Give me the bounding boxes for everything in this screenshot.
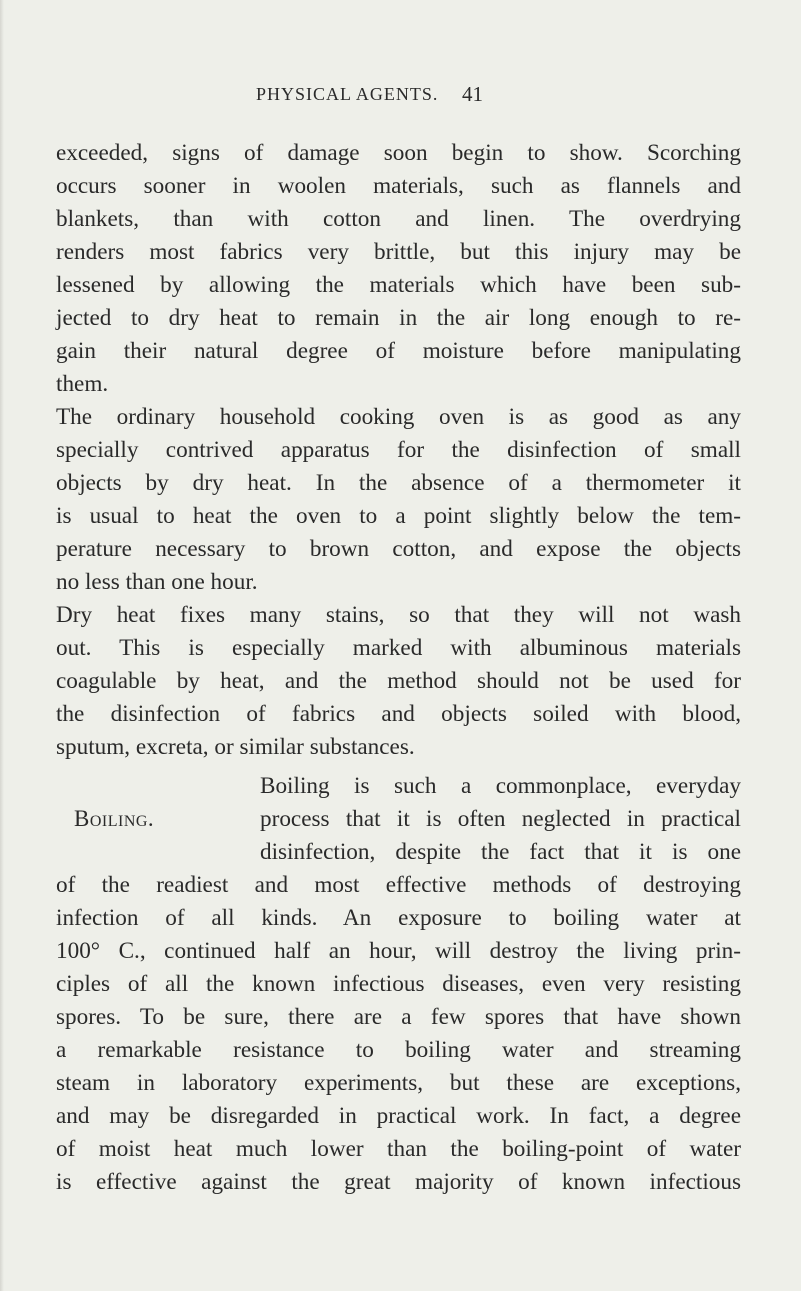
text-line: and may be disregarded in practical work. In fact, a degree xyxy=(56,1103,741,1129)
text-line: blankets, than with cotton and linen. The overdrying xyxy=(56,206,741,232)
text-line: ciples of all the known infectious diseases, even very resisting xyxy=(56,971,741,997)
text-line: infection of all kinds. An exposure to boiling water at xyxy=(56,905,741,931)
text-line: out. This is especially marked with albuminous materials xyxy=(56,635,741,661)
text-line: no less than one hour. xyxy=(56,569,258,595)
text-line: them. xyxy=(56,371,109,397)
text-line: of moist heat much lower than the boiling-point of water xyxy=(56,1136,741,1162)
text-line: The ordinary household cooking oven is as good as any xyxy=(56,404,741,430)
text-line: objects by dry heat. In the absence of a thermometer it xyxy=(56,470,741,496)
text-line: disinfection, despite the fact that it is one xyxy=(260,839,741,865)
text-line: process that it is often neglected in practical xyxy=(260,806,741,832)
text-line: is effective against the great majority of known infectious xyxy=(56,1169,741,1195)
text-line: Boiling is such a commonplace, everyday xyxy=(260,773,741,799)
text-line: spores. To be sure, there are a few spores that have shown xyxy=(56,1004,741,1030)
running-head: PHYSICAL AGENTS. xyxy=(256,84,439,104)
text-line: exceeded, signs of damage soon begin to show. Scorching xyxy=(56,140,741,166)
text-line: coagulable by heat, and the method should not be used for xyxy=(56,668,741,694)
text-line: is usual to heat the oven to a point slightly below the tem- xyxy=(56,503,741,529)
page-header xyxy=(256,82,736,112)
text-line: 100° C., continued half an hour, will destroy the living prin- xyxy=(56,938,741,964)
text-line: specially contrived apparatus for the disinfection of small xyxy=(56,437,741,463)
text-line: perature necessary to brown cotton, and expose the objects xyxy=(56,536,741,562)
text-line: a remarkable resistance to boiling water and streaming xyxy=(56,1037,741,1063)
side-heading-boiling: Boiling. xyxy=(74,806,155,831)
page-number: 41 xyxy=(462,82,483,106)
text-line: lessened by allowing the materials which have been sub- xyxy=(56,272,741,298)
text-line: the disinfection of fabrics and objects soiled with blood, xyxy=(56,701,741,727)
text-line: sputum, excreta, or similar substances. xyxy=(56,734,415,760)
text-line: Dry heat fixes many stains, so that they will not wash xyxy=(56,602,741,628)
text-line: gain their natural degree of moisture before manipulating xyxy=(56,338,741,364)
page-gutter-shadow xyxy=(0,0,4,1291)
text-line: of the readiest and most effective methods of destroying xyxy=(56,872,741,898)
text-line: renders most fabrics very brittle, but this injury may be xyxy=(56,239,741,265)
text-line: occurs sooner in woolen materials, such as flannels and xyxy=(56,173,741,199)
text-line: jected to dry heat to remain in the air long enough to re- xyxy=(56,305,741,331)
text-line: steam in laboratory experiments, but these are exceptions, xyxy=(56,1070,741,1096)
